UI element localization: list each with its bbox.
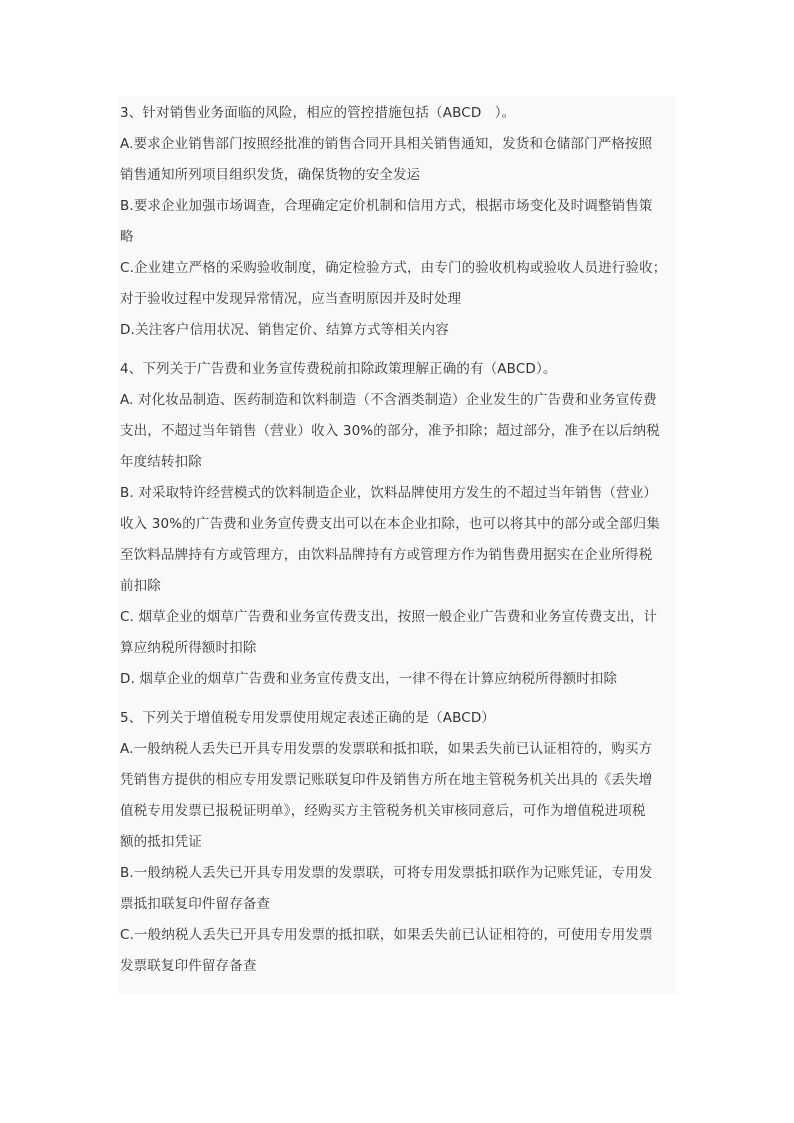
- option-text: 算应纳税所得额时扣除: [120, 640, 257, 656]
- option-text: D. 烟草企业的烟草广告费和业务宣传费支出，一律不得在计算应纳税所得额时扣除: [120, 671, 618, 687]
- option-text: 至饮料品牌持有方或管理方，由饮料品牌持有方或管理方作为销售费用据实在企业所得税: [120, 547, 653, 563]
- option-text: 值税专用发票已报税证明单》，经购买方主管税务机关审核同意后，可作为增值税进项税: [120, 803, 646, 819]
- option-text: C.企业建立严格的采购验收制度，确定检验方式，由专门的验收机构或验收人员进行验收；: [120, 260, 667, 276]
- option-text: C. 烟草企业的烟草广告费和业务宣传费支出，按照一般企业广告费和业务宣传费支出，计: [120, 609, 658, 625]
- option-text: 销售通知所列项目组织发货，确保货物的安全发运: [120, 167, 421, 183]
- option-text: 年度结转扣除: [120, 454, 202, 470]
- question-3: [118, 96, 676, 346]
- option-text: A. 对化妆品制造、医药制造和饮料制造（不含酒类制造）企业发生的广告费和业务宣传费: [120, 392, 657, 408]
- question-text: 3、针对销售业务面临的风险，相应的管控措施包括（ABCD ）。: [120, 105, 516, 121]
- question-5: [118, 703, 676, 982]
- option-text: 票抵扣联复印件留存备查: [120, 896, 271, 912]
- option-text: 额的抵扣凭证: [120, 834, 202, 850]
- option-text: D.关注客户信用状况、销售定价、结算方式等相关内容: [120, 322, 449, 338]
- option-text: 收入 30%的广告费和业务宣传费支出可以在本企业扣除，也可以将其中的部分或全部归集: [120, 516, 660, 532]
- option-text: 略: [120, 229, 134, 245]
- option-text: A.一般纳税人丢失已开具专用发票的发票联和抵扣联，如果丢失前已认证相符的，购买方: [120, 741, 653, 757]
- question-text: 5、下列关于增值税专用发票使用规定表述正确的是（ABCD）: [120, 710, 496, 726]
- option-text: 支出，不超过当年销售（营业）收入 30%的部分，准予扣除；超过部分，准予在以后纳税: [120, 423, 660, 439]
- question-4: [118, 354, 676, 695]
- document-body: [118, 96, 676, 994]
- option-text: B.要求企业加强市场调查，合理确定定价机制和信用方式，根据市场变化及时调整销售策: [120, 198, 653, 214]
- option-text: 发票联复印件留存备查: [120, 958, 257, 974]
- option-text: 凭销售方提供的相应专用发票记账联复印件及销售方所在地主管税务机关出具的《丢失增: [120, 772, 653, 788]
- option-text: B. 对采取特许经营模式的饮料制造企业，饮料品牌使用方发生的不超过当年销售（营业）: [120, 485, 657, 501]
- question-text: 4、下列关于广告费和业务宣传费税前扣除政策理解正确的有（ABCD）。: [120, 361, 557, 377]
- option-text: C.一般纳税人丢失已开具专用发票的抵扣联，如果丢失前已认证相符的，可使用专用发票: [120, 927, 653, 943]
- option-text: 前扣除: [120, 578, 161, 594]
- option-text: B.一般纳税人丢失已开具专用发票的发票联，可将专用发票抵扣联作为记账凭证，专用发: [120, 865, 653, 881]
- option-text: 对于验收过程中发现异常情况，应当查明原因并及时处理: [120, 291, 462, 307]
- option-text: A.要求企业销售部门按照经批准的销售合同开具相关销售通知，发货和仓储部门严格按照: [120, 136, 653, 152]
